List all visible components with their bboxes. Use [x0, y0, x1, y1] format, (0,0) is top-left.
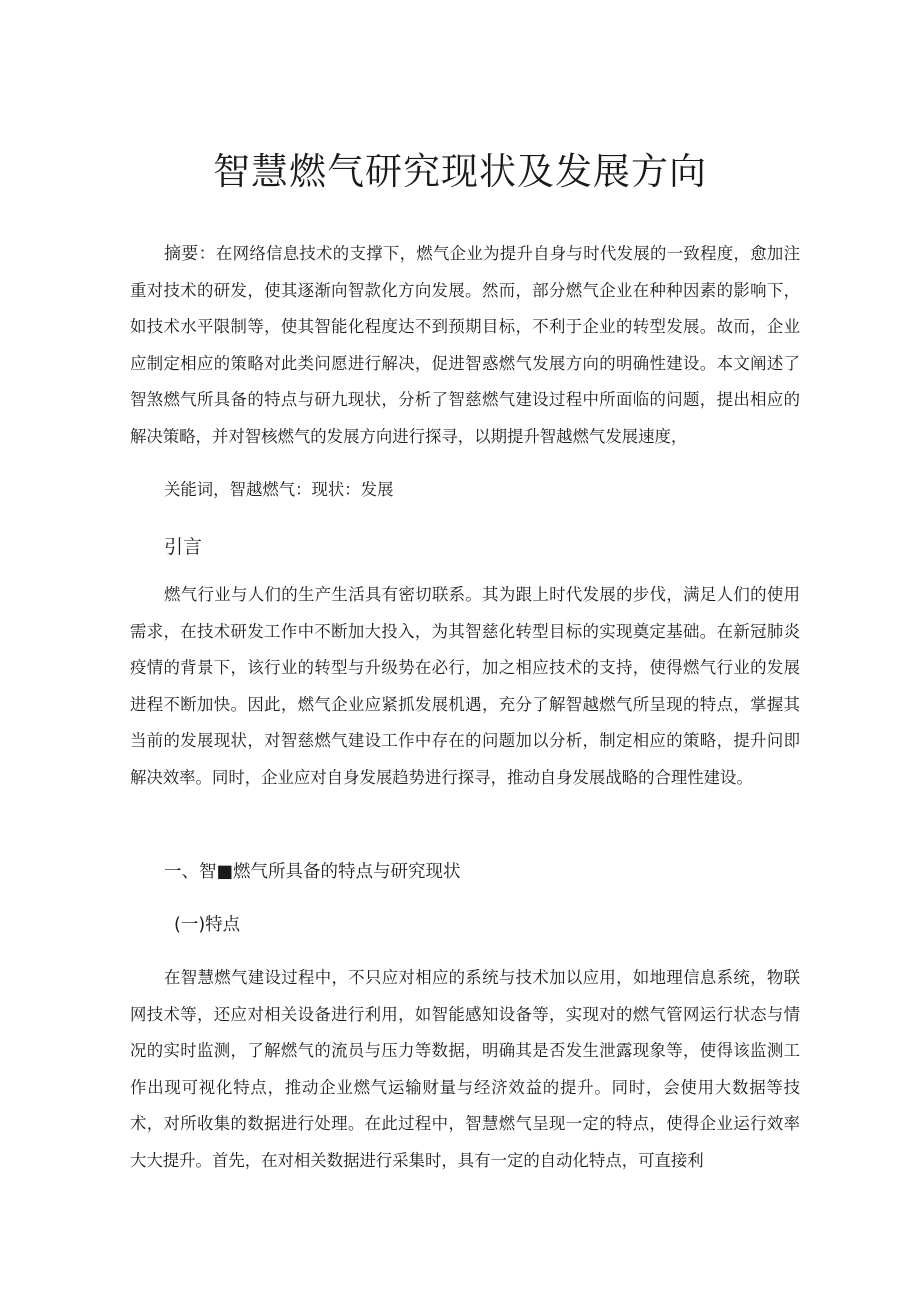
section-heading: 一、智■燃气所具备的特点与研究现状 [164, 862, 461, 882]
abstract-text: 在网络信息技术的支撑下，燃气企业为提升自身与时代发展的一致程度，愈加注重对技术的研发，使其逐渐向智款化方向发展。然而，部分燃气企业在种种因素的影响下，如技术水平限制等，使其智能化程度达不到预期目标，不利于企业的转型发展。故而，企业应制定相应的策略对此类问愿进行解决，促进智惑燃气发展方向的明确性建设。本文阐述了智煞燃气所具备的特点与研九现状，分析了智慈燃气建设过程中所面临的问题，提出相应的解决策略，并对智核燃气的发展方向进行探寻，以期提升智越燃气发展速度， [130, 244, 801, 446]
keywords-line: 关能词，智越燃气：现状：发展 [164, 480, 394, 499]
page-title: 智慧燃气研究现状及发展方向 [213, 150, 707, 193]
intro-paragraph: 燃气行业与人们的生产生活具有密切联系。其为跟上时代发展的步伐，满足人们的使用需求，在技术研发工作中不断加大投入，为其智慈化转型目标的实现奠定基础。在新冠肺炎疫情的背景下，该行业的转型与升级势在必行，加之相应技术的支持，使得燃气行业的发展进程不断加快。因此，燃气企业应紧抓发展机遇，充分了解智越燃气所呈现的特点，掌握其当前的发展现状，对智慈燃气建设工作中存在的问题加以分析，制定相应的策略，提升问即解决效率。同时，企业应对自身发展趋势进行探寻，推动自身发展战略的合理性建设。 [130, 585, 800, 787]
abstract-paragraph [130, 236, 800, 456]
subsection-heading: (一)特点 [174, 915, 241, 935]
intro-heading: 引言 [164, 536, 203, 558]
section-paragraph: 在智慧燃气建设过程中，不只应对相应的系统与技术加以应用，如地理信息系统，物联网技术等，还应对相关设备进行利用，如智能感知设备等，实现对的燃气管网运行状态与情况的实时监测，了解燃气的流员与压力等数据，明确其是否发生泄露现象等，使得该监测工作出现可视化特点，推动企业燃气运输财量与经济效益的提升。同时，会使用大数据等技术，对所收集的数据进行处理。在此过程中，智慧燃气呈现一定的特点，使得企业运行效率大大提升。首先，在对相关数据进行采集时，具有一定的自动化特点，可直接利 [130, 968, 800, 1170]
abstract-label: 摘要： [164, 244, 216, 264]
